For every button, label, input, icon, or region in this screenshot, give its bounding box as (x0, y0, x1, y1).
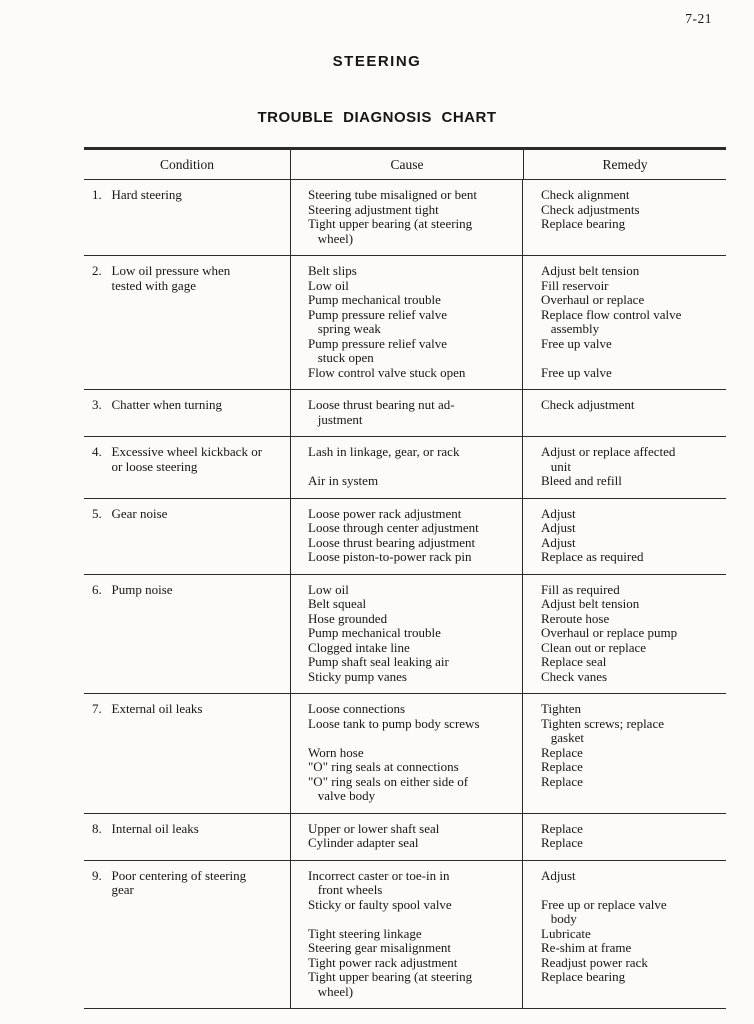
remedy-cell (523, 180, 726, 255)
cause-cell (290, 861, 523, 1009)
text-line: Re-shim at frame (541, 940, 632, 955)
text-line: Adjust (541, 534, 576, 550)
text-line: Air in system (308, 473, 379, 488)
text-line: or loose steering (92, 458, 198, 474)
text-line: Pump mechanical trouble (308, 292, 441, 307)
text-line: 5. Gear noise (92, 505, 168, 521)
text-line: Clean out or replace (541, 639, 647, 655)
text-line: Sticky or faulty spool valve (308, 896, 452, 912)
cause-cell (290, 575, 523, 694)
text-line: Free up or replace valve (541, 896, 667, 912)
condition-cell (84, 575, 290, 694)
text-line: Cylinder adapter seal (308, 835, 419, 850)
text-line: Low oil (308, 277, 349, 293)
text-line: Pump pressure relief valve (308, 306, 447, 322)
text-line (308, 912, 518, 927)
text-line: Pump mechanical trouble (308, 625, 441, 640)
text-line: Incorrect caster or toe-in in (308, 867, 450, 883)
cause-cell (290, 390, 523, 436)
text-line: "O" ring seals on either side of (308, 773, 469, 789)
text-line: Reroute hose (541, 610, 610, 626)
text-line: Loose thrust bearing adjustment (308, 534, 476, 550)
text-line: body (541, 911, 577, 926)
text-line: Clogged intake line (308, 639, 410, 655)
text-line: Fill as required (541, 581, 620, 597)
cause-cell (290, 694, 523, 813)
cause-cell (290, 256, 523, 389)
text-line: Tight upper bearing (at steering (308, 216, 473, 231)
text-line: Loose piston-to-power rack pin (308, 549, 472, 564)
remedy-cell (523, 437, 726, 498)
table-row (84, 389, 726, 436)
text-line: 3. Chatter when turning (92, 397, 222, 412)
text-line (308, 731, 518, 746)
remedy-cell (523, 499, 726, 574)
condition-cell (84, 180, 290, 255)
page-number: 7-21 (685, 11, 712, 26)
text-line: Free up valve (541, 364, 612, 380)
text-line: gear (92, 882, 134, 897)
text-line: 1. Hard steering (92, 187, 182, 202)
text-line: Loose thrust bearing nut ad- (308, 397, 455, 412)
text-line: wheel) (308, 983, 354, 999)
text-line: Steering adjustment tight (308, 201, 439, 217)
text-line: Replace (541, 820, 583, 836)
text-line: Replace bearing (541, 969, 626, 984)
text-line: Adjust belt tension (541, 263, 640, 278)
cause-cell (290, 437, 523, 498)
condition-cell (84, 437, 290, 498)
text-line: Adjust (541, 505, 576, 521)
text-line: 8. Internal oil leaks (92, 820, 199, 836)
text-line: Fill reservoir (541, 277, 609, 293)
table-row (84, 860, 726, 1009)
text-line: Hose grounded (308, 610, 388, 626)
remedy-cell (523, 390, 726, 436)
header-condition: Condition (159, 157, 214, 172)
text-line: Steering gear misalignment (308, 940, 451, 955)
text-line: Lubricate (541, 925, 591, 941)
text-line: Overhaul or replace pump (541, 625, 678, 640)
text-line (308, 460, 518, 475)
remedy-cell (523, 694, 726, 813)
text-line: Loose connections (308, 701, 406, 716)
text-line (541, 351, 722, 366)
text-line: Replace (541, 759, 583, 774)
text-line: Low oil (308, 581, 349, 597)
text-line: Belt slips (308, 263, 357, 278)
remedy-cell (523, 575, 726, 694)
text-line: Tighten screws; replace (541, 715, 664, 731)
text-line: 4. Excessive wheel kickback or (92, 444, 263, 459)
text-line: Check adjustment (541, 397, 635, 412)
text-line: Bleed and refill (541, 473, 622, 488)
text-line: 6. Pump noise (92, 581, 173, 597)
text-line: Check vanes (541, 668, 608, 684)
text-line: Tight steering linkage (308, 925, 422, 941)
text-line: unit (541, 458, 571, 474)
header-cause: Cause (290, 150, 523, 179)
text-line: Pump pressure relief valve (308, 335, 447, 351)
text-line: Adjust or replace affected (541, 444, 676, 459)
text-line: Lash in linkage, gear, or rack (308, 444, 460, 459)
text-line: 9. Poor centering of steering (92, 867, 247, 883)
table-header-row (84, 150, 726, 179)
text-line: Loose power rack adjustment (308, 505, 462, 521)
text-line: Steering tube misaligned or bent (308, 187, 477, 202)
text-line: Replace (541, 773, 583, 789)
text-line: valve body (308, 788, 376, 803)
text-line: gasket (541, 730, 584, 745)
text-line: Pump shaft seal leaking air (308, 654, 449, 669)
text-line: 2. Low oil pressure when (92, 263, 231, 278)
text-line: justment (308, 411, 363, 427)
text-line: Sticky pump vanes (308, 668, 407, 684)
condition-cell (84, 814, 290, 860)
table-row (84, 436, 726, 498)
text-line: front wheels (308, 882, 383, 897)
remedy-cell (523, 814, 726, 860)
text-line: Replace bearing (541, 216, 626, 231)
table-row (84, 574, 726, 694)
table-body (84, 179, 726, 1008)
text-line: Check adjustments (541, 201, 640, 217)
condition-cell (84, 499, 290, 574)
condition-cell (84, 256, 290, 389)
text-line: "O" ring seals at connections (308, 759, 459, 774)
cause-cell (290, 814, 523, 860)
condition-cell (84, 861, 290, 1009)
text-line: Flow control valve stuck open (308, 364, 466, 380)
text-line: Replace flow control valve (541, 306, 682, 322)
text-line: tested with gage (92, 277, 196, 293)
text-line: Free up valve (541, 335, 612, 351)
text-line: Replace as required (541, 549, 644, 564)
text-line: Adjust belt tension (541, 596, 640, 611)
header-remedy: Remedy (523, 150, 726, 179)
text-line: assembly (541, 321, 600, 336)
cause-cell (290, 180, 523, 255)
section-title: STEERING (332, 53, 422, 70)
text-line (541, 883, 722, 898)
text-line: 7. External oil leaks (92, 701, 203, 716)
text-line: Adjust (541, 520, 576, 535)
text-line: Replace seal (541, 654, 607, 669)
remedy-cell (523, 861, 726, 1009)
text-line: Worn hose (308, 744, 364, 760)
table-row (84, 813, 726, 860)
text-line: Belt squeal (308, 596, 367, 611)
table-row (84, 179, 726, 255)
text-line: Adjust (541, 867, 576, 883)
text-line: Tighten (541, 701, 581, 716)
chart-title: TROUBLE DIAGNOSIS CHART (257, 109, 497, 126)
text-line: Replace (541, 835, 583, 850)
text-line: wheel) (308, 230, 354, 246)
table-row (84, 693, 726, 813)
text-line: Loose through center adjustment (308, 520, 479, 535)
text-line: Loose tank to pump body screws (308, 715, 480, 731)
text-line: Overhaul or replace (541, 292, 645, 307)
text-line: Tight upper bearing (at steering (308, 969, 473, 984)
text-line: Readjust power rack (541, 954, 648, 970)
table-row (84, 255, 726, 389)
text-line: spring weak (308, 321, 381, 336)
table-row (84, 498, 726, 574)
condition-cell (84, 694, 290, 813)
text-line: stuck open (308, 350, 374, 365)
remedy-cell (523, 256, 726, 389)
trouble-diagnosis-table (84, 147, 726, 1009)
text-line: Check alignment (541, 187, 630, 202)
text-line: Upper or lower shaft seal (308, 820, 440, 836)
text-line: Replace (541, 744, 583, 760)
cause-cell (290, 499, 523, 574)
text-line: Tight power rack adjustment (308, 954, 458, 970)
condition-cell (84, 390, 290, 436)
